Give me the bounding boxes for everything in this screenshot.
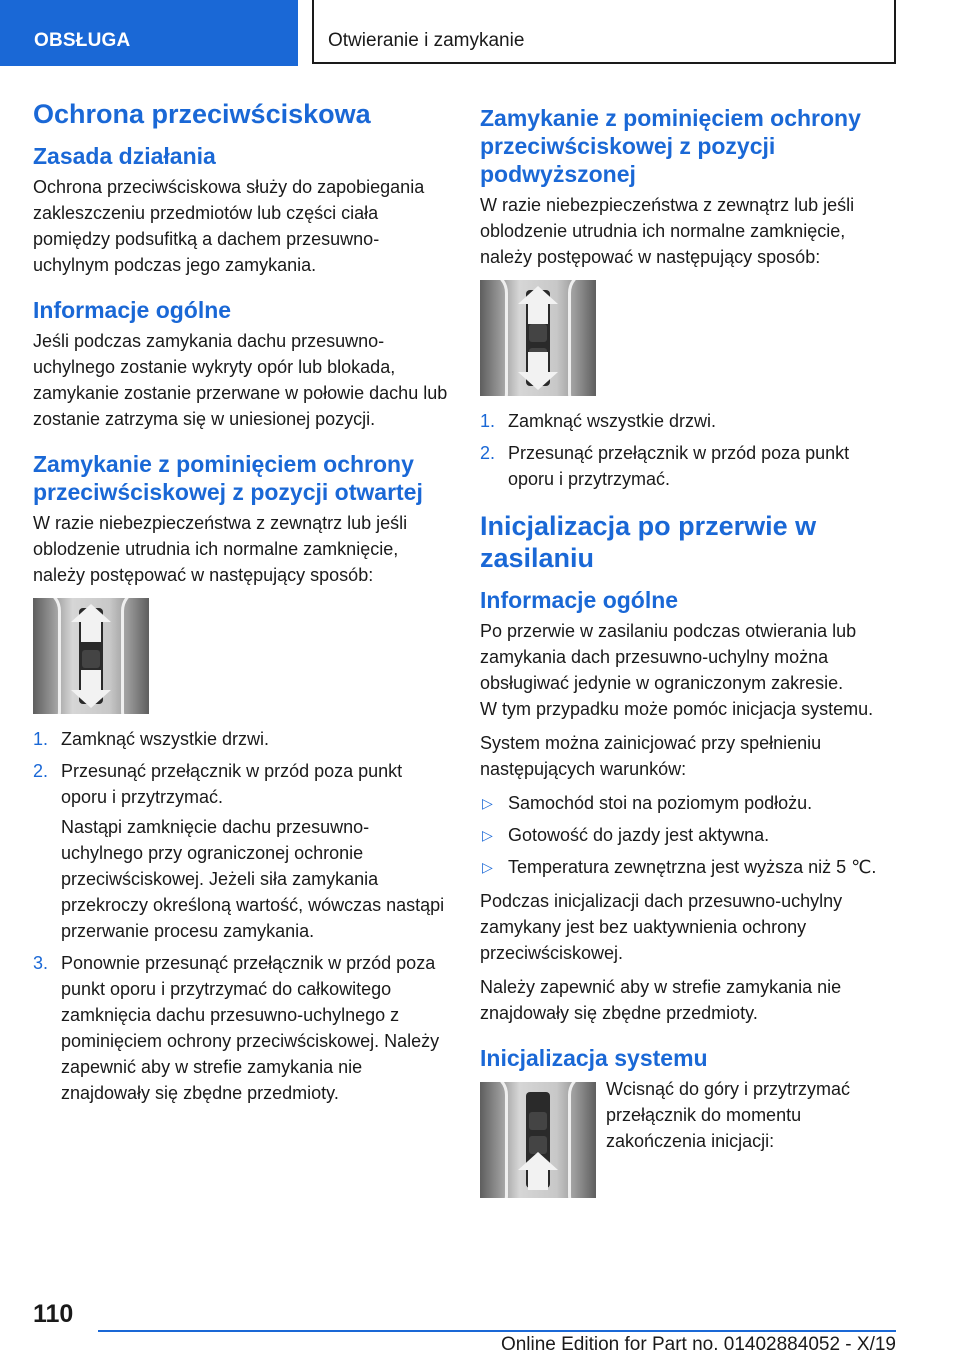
page-number: 110 xyxy=(33,1300,74,1328)
switch-image-raised xyxy=(480,280,596,396)
list-item: 1. Zamknąć wszystkie drzwi. xyxy=(33,729,270,749)
list-item: 2. Przesunąć przełącznik w przód poza punkt oporu i przytrzymać. Nastąpi zamknięcie dachu przesuwno-uchylnego przy ograniczonej ochronie przeciwściskowej. Jeżeli siła zamykania przekroczy określoną wartość, wówczas nastąpi przerwanie procesu zamykania. xyxy=(33,758,451,944)
steps-list-open xyxy=(33,726,451,1106)
heading-initialization: Inicjalizacja po przerwie w zasilaniu xyxy=(480,511,817,573)
arrow-down-icon xyxy=(518,372,558,390)
heading-anti-pinch: Ochrona przeciwściskowa xyxy=(33,99,371,129)
switch-image-up xyxy=(480,1082,596,1198)
page-header xyxy=(0,0,960,66)
list-item: 3. Ponownie przesunąć przełącznik w przód poza punkt oporu i przytrzymać do całkowitego zamknięcia dachu przesuwno-uchylnego z pominięciem ochrony przeciwściskowej. Należy zapewnić aby w strefie zamykania nie znajdowały się zbędne przedmioty. xyxy=(33,953,440,1103)
heading-general-info: Informacje ogólne xyxy=(33,297,232,323)
conditions-list xyxy=(480,790,898,880)
steps-list-raised xyxy=(480,408,898,492)
text-general-info: Jeśli podczas zamykania dachu przesuwno-uchylnego zostanie wykryty opór lub blokada, zamykanie zostanie przerwane w połowie dachu lub zostanie zatrzyma się w uniesionej pozycji. xyxy=(33,331,448,429)
system-init-row xyxy=(480,1076,898,1154)
text-close-raised: W razie niebezpieczeństwa z zewnątrz lub jeśli oblodzenie utrudnia ich normalne zamknięcie, należy postępować w następujący sposób: xyxy=(480,195,855,267)
list-item: 2. Przesunąć przełącznik w przód poza punkt oporu i przytrzymać. xyxy=(480,443,850,489)
arrow-up-icon xyxy=(71,604,111,622)
list-item: ▷ Samochód stoi na poziomym podłożu. xyxy=(480,790,898,816)
step-note: Nastąpi zamknięcie dachu przesuwno-uchylnego przy ograniczonej ochronie przeciwściskowej. Jeżeli siła zamykania przekroczy określoną wartość, wówczas nastąpi przerwanie procesu zamykania. xyxy=(61,817,445,941)
heading-general-info-2: Informacje ogólne xyxy=(480,587,679,613)
text-after-2: Należy zapewnić aby w strefie zamykania nie znajdowały się zbędne przedmioty. xyxy=(480,977,842,1023)
triangle-bullet-icon: ▷ xyxy=(482,859,493,875)
text-system-init: Wcisnąć do góry i przytrzymać przełącznik do momentu zakończenia inicjacji: xyxy=(606,1079,851,1151)
right-column xyxy=(480,104,898,1162)
arrow-down-icon xyxy=(71,690,111,708)
triangle-bullet-icon: ▷ xyxy=(482,827,493,843)
footer-divider xyxy=(98,1330,896,1332)
heading-close-open: Zamykanie z pominięciem ochrony przeciwściskowej z pozycji otwartej xyxy=(33,451,423,505)
text-general-3: System można zainicjować przy spełnieniu następujących warunków: xyxy=(480,733,822,779)
chapter-title: Otwieranie i zamykanie xyxy=(312,0,896,64)
heading-principle: Zasada działania xyxy=(33,143,216,169)
heading-close-raised: Zamykanie z pominięciem ochrony przeciwściskowej z pozycji podwyższonej xyxy=(480,105,861,187)
text-general-1: Po przerwie w zasilaniu podczas otwierania lub zamykania dach przesuwno-uchylny można obsługiwać jedynie w ograniczonym zakresie. xyxy=(480,621,857,693)
list-item: 1. Zamknąć wszystkie drzwi. xyxy=(480,411,717,431)
arrow-up-icon xyxy=(518,286,558,304)
text-after-1: Podczas inicjalizacji dach przesuwno-uchylny zamykany jest bez uaktywnienia ochrony przeciwściskowej. xyxy=(480,891,843,963)
switch-image-forward xyxy=(33,598,149,714)
arrow-up-icon xyxy=(518,1152,558,1170)
heading-system-init: Inicjalizacja systemu xyxy=(480,1045,708,1071)
edition-footer: Online Edition for Part no. 01402884052 - X/19 xyxy=(500,1334,896,1355)
text-general-2: W tym przypadku może pomóc inicjacja systemu. xyxy=(480,699,874,719)
list-item: ▷ Temperatura zewnętrzna jest wyższa niż 5 ℃. xyxy=(480,854,898,880)
triangle-bullet-icon: ▷ xyxy=(482,795,493,811)
text-principle: Ochrona przeciwściskowa służy do zapobiegania zakleszczeniu przedmiotów lub części ciała pomiędzy podsufitką a dachem przesuwno-uchylnym podczas jego zamykania. xyxy=(33,177,425,275)
section-tab: OBSŁUGA xyxy=(0,0,298,66)
left-column xyxy=(33,98,451,1114)
text-close-open: W razie niebezpieczeństwa z zewnątrz lub jeśli oblodzenie utrudnia ich normalne zamknięcie, należy postępować w następujący sposób: xyxy=(33,513,408,585)
list-item: ▷ Gotowość do jazdy jest aktywna. xyxy=(480,822,898,848)
